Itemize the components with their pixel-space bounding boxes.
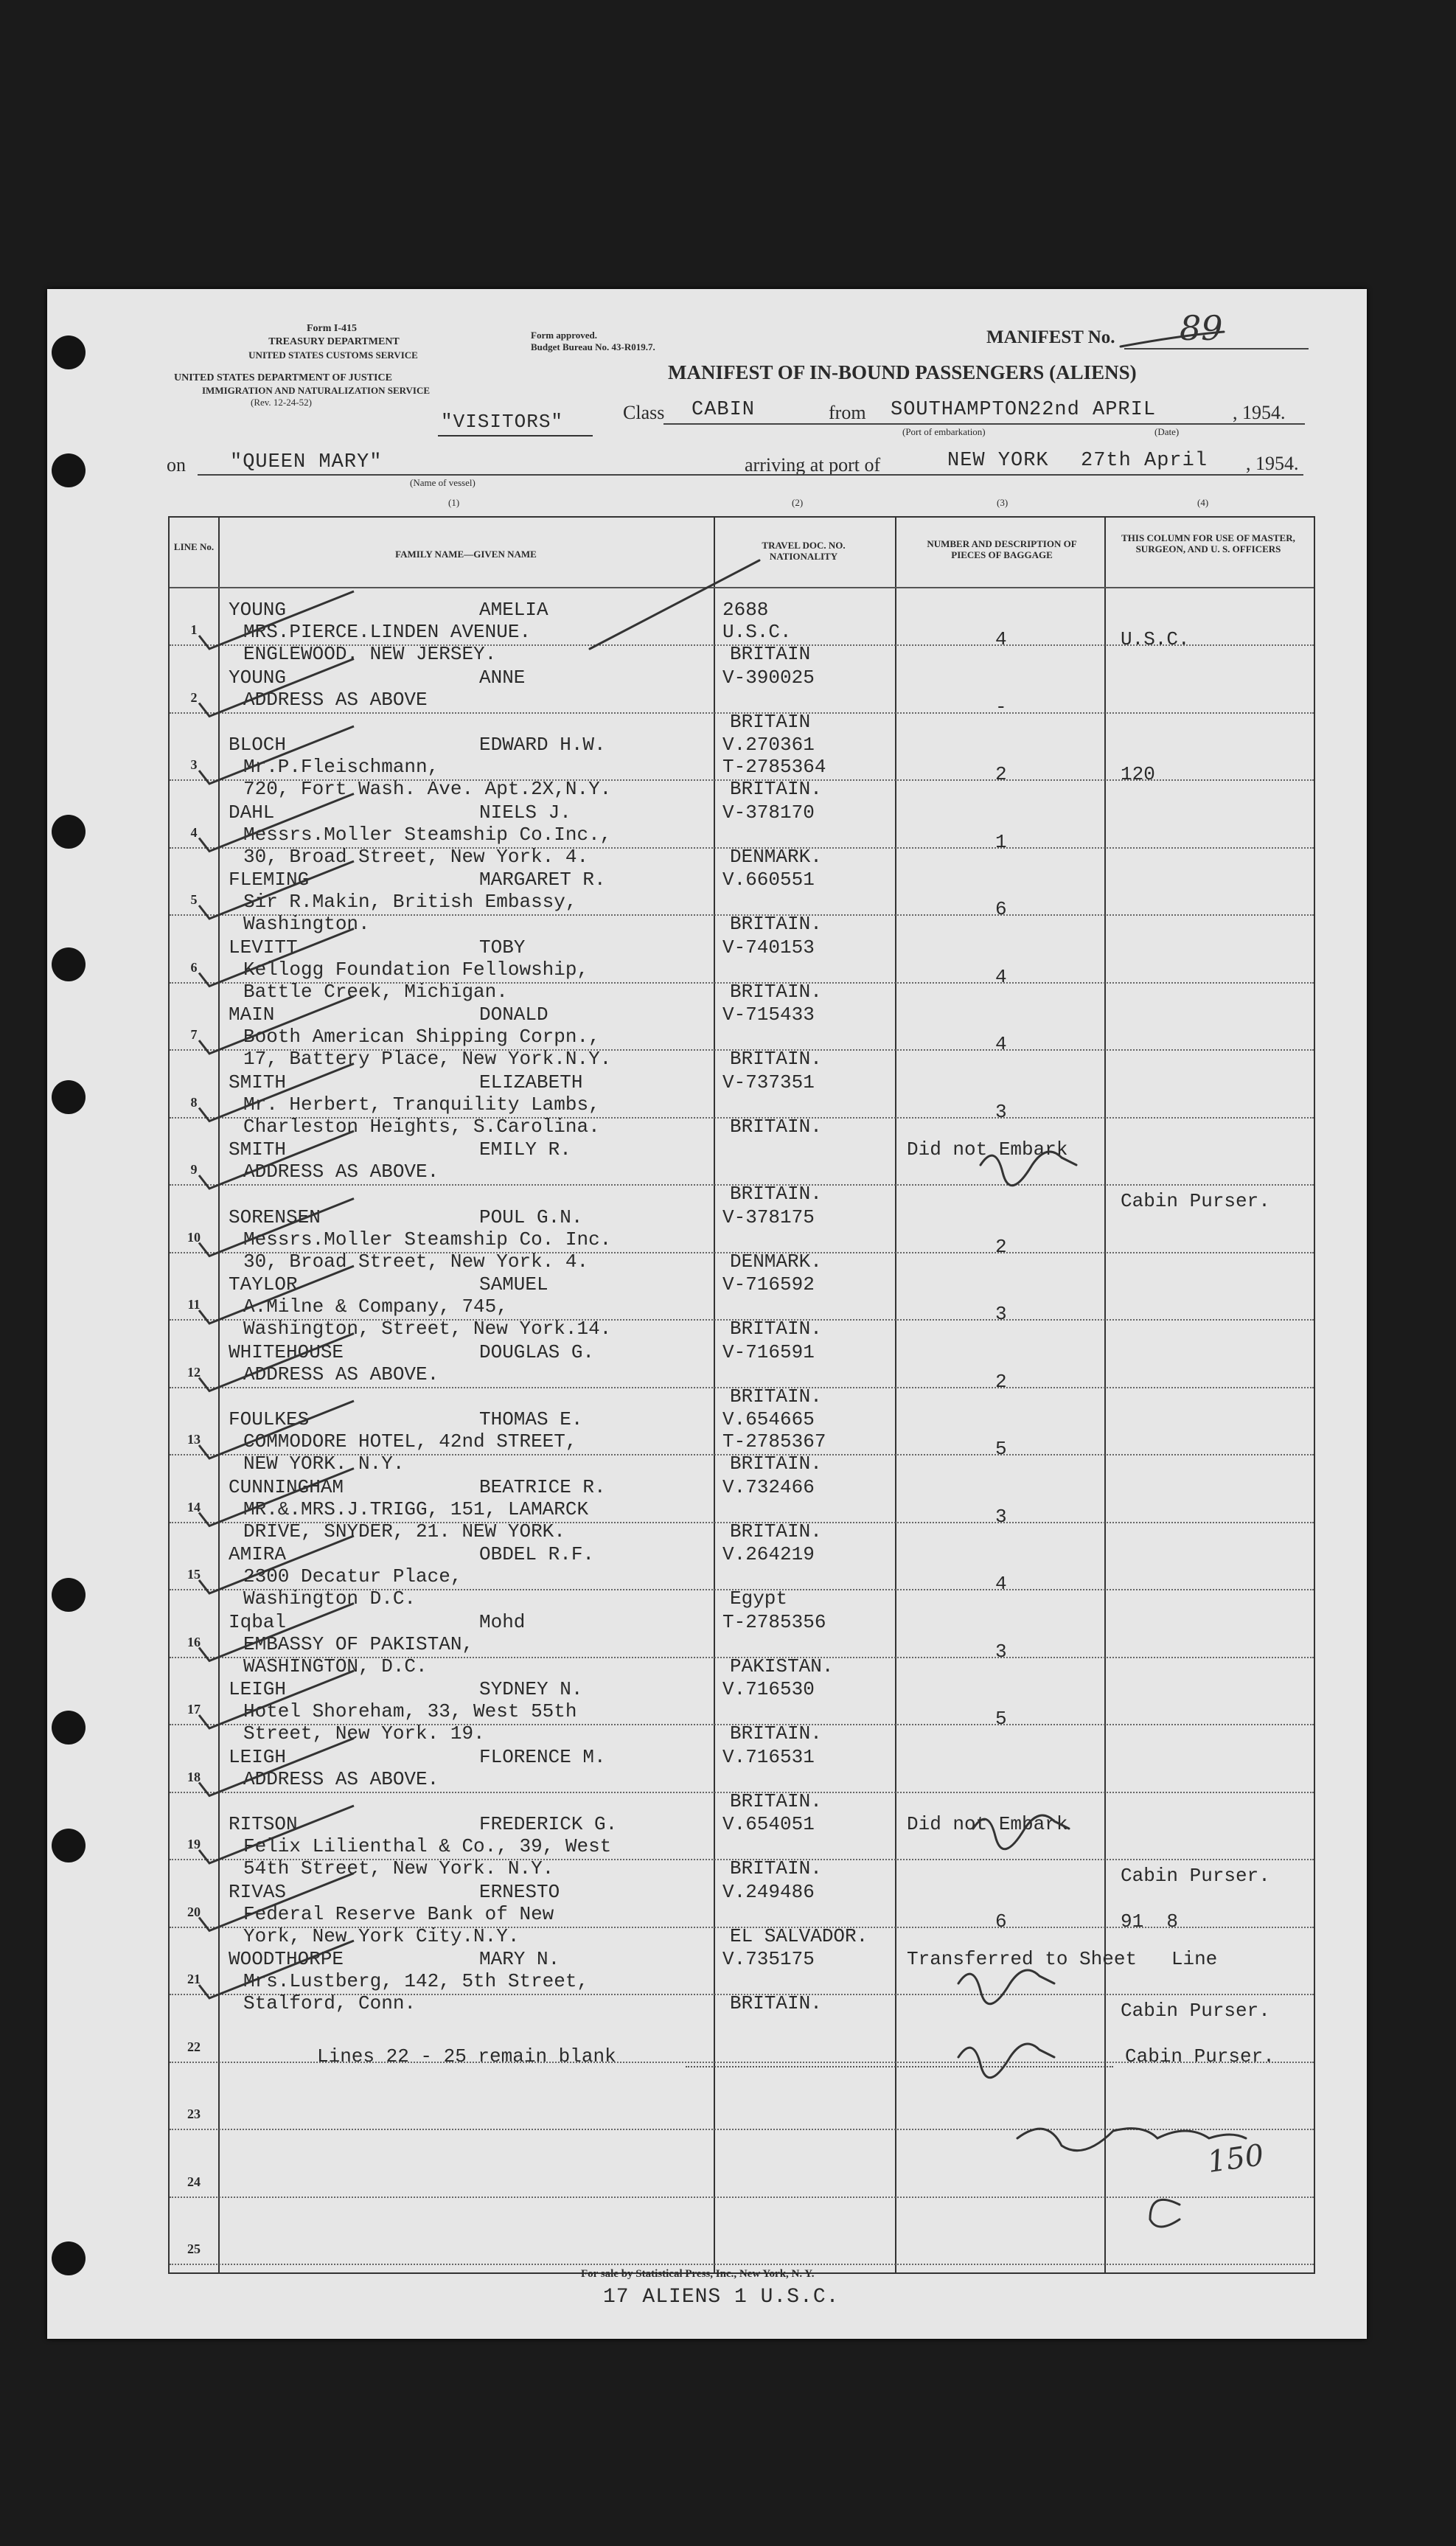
justice-label: UNITED STATES DEPARTMENT OF JUSTICE: [174, 372, 392, 383]
address-line: ADDRESS AS ABOVE: [243, 688, 428, 711]
address-line: York, New York City.N.Y.: [243, 1924, 520, 1947]
family-name: LEVITT: [229, 936, 298, 959]
given-name: POUL G.N.: [479, 1206, 583, 1228]
underline-mark: [1121, 332, 1224, 347]
manifest-no-label: MANIFEST No.: [986, 327, 1115, 347]
officer-note: 120: [1121, 763, 1155, 785]
baggage-count: Did not Embark: [907, 1138, 1068, 1161]
baggage-count: 5: [995, 1708, 1007, 1730]
given-name: DONALD: [479, 1004, 548, 1026]
address-line: 30, Broad Street, New York. 4.: [243, 1250, 589, 1273]
travel-doc-number: V-737351: [722, 1071, 815, 1093]
travel-doc-number: V-716592: [722, 1273, 815, 1295]
address-line: Washington D.C.: [243, 1587, 417, 1610]
nationality: PAKISTAN.: [730, 1655, 834, 1677]
nationality: BRITAIN.: [730, 1992, 822, 2014]
manifest-number: 89: [1180, 308, 1223, 348]
address-line: Kellogg Foundation Fellowship,: [243, 958, 589, 981]
arrival-port: NEW YORK: [947, 450, 1049, 472]
port-of-embarkation: SOUTHAMPTON: [891, 399, 1031, 421]
line-number: 1: [190, 622, 198, 637]
nationality: DENMARK.: [730, 1250, 822, 1273]
year-arrival: , 1954.: [1246, 453, 1299, 474]
address-line: 54th Street, New York. N.Y.: [243, 1857, 554, 1879]
given-name: Mohd: [479, 1610, 526, 1633]
address-line: Washington, Street, New York.14.: [243, 1318, 612, 1340]
travel-doc-number: V.660551: [722, 869, 815, 891]
address-line: 17, Battery Place, New York.N.Y.: [243, 1048, 612, 1070]
signature-icon: [958, 2044, 1054, 2078]
vessel-name: "QUEEN MARY": [230, 451, 383, 473]
address-line: ENGLEWOOD. NEW JERSEY.: [243, 643, 497, 665]
col-number-3: (3): [997, 497, 1009, 508]
date-of-embarkation: 22nd APRIL: [1029, 399, 1157, 421]
baggage-count: 4: [995, 1033, 1007, 1055]
travel-doc-number: V.654665: [722, 1408, 815, 1430]
manifest-title: MANIFEST OF IN-BOUND PASSENGERS (ALIENS): [668, 361, 1137, 383]
given-name: BEATRICE R.: [479, 1475, 606, 1498]
address-line: Mr. Herbert, Tranquility Lambs,: [243, 1093, 600, 1116]
family-name: LEIGH: [229, 1745, 287, 1768]
ins-label: IMMIGRATION AND NATURALIZATION SERVICE: [202, 385, 431, 396]
approved-label: Form approved.: [531, 330, 598, 341]
address-line: Street, New York. 19.: [243, 1722, 485, 1745]
family-name: FLEMING: [229, 869, 310, 891]
given-name: ANNE: [479, 666, 526, 689]
cancel-stroke: [590, 560, 759, 649]
budget-label: Budget Bureau No. 43-R019.7.: [531, 341, 655, 352]
baggage-count: Did not Embark: [907, 1813, 1068, 1835]
travel-doc-number: V-378175: [722, 1206, 815, 1228]
line-number: 16: [187, 1634, 201, 1649]
line-number: 24: [187, 2174, 201, 2189]
signature-icon: [973, 1815, 1069, 1849]
address-line: Washington.: [243, 913, 370, 935]
baggage-count: 1: [995, 830, 1007, 853]
line-number: 9: [190, 1162, 198, 1177]
address-line: A.Milne & Company, 745,: [243, 1295, 508, 1318]
nationality: BRITAIN.: [730, 778, 822, 800]
travel-doc-number: V-390025: [722, 666, 815, 689]
nationality: DENMARK.: [730, 845, 822, 868]
family-name: MAIN: [229, 1004, 275, 1026]
family-name: BLOCH: [229, 734, 287, 756]
visitors-label: "VISITORS": [441, 411, 564, 433]
given-name: SYDNEY N.: [479, 1678, 583, 1700]
given-name: ERNESTO: [479, 1880, 560, 1903]
given-name: SAMUEL: [479, 1273, 548, 1295]
line-number: 17: [187, 1702, 201, 1717]
address-line: ADDRESS AS ABOVE.: [243, 1161, 439, 1183]
address-line: DRIVE, SNYDER, 21. NEW YORK.: [243, 1520, 565, 1542]
blank-lines-purser: Cabin Purser.: [1125, 2045, 1275, 2067]
address-line: 2300 Decatur Place,: [243, 1565, 462, 1587]
travel-doc-number: V.270361: [722, 734, 815, 756]
class-label: Class: [623, 402, 665, 423]
line-number: 2: [190, 689, 198, 705]
family-name: RIVAS: [229, 1880, 287, 1903]
officer-note: Cabin Purser.: [1121, 1190, 1270, 1212]
nationality: BRITAIN.: [730, 1115, 822, 1138]
baggage-count: 3: [995, 1100, 1007, 1123]
given-name: FLORENCE M.: [479, 1745, 606, 1768]
baggage-count: -: [995, 695, 1007, 718]
address-line: Messrs.Moller Steamship Co. Inc.: [243, 1228, 612, 1251]
nationality: BRITAIN: [730, 710, 811, 733]
nationality: BRITAIN.: [730, 1722, 822, 1745]
class-value: CABIN: [692, 399, 756, 421]
family-name: SMITH: [229, 1138, 287, 1161]
line-number: 25: [187, 2241, 201, 2256]
line-number: 23: [187, 2107, 201, 2121]
address-line: Booth American Shipping Corpn.,: [243, 1026, 600, 1048]
travel-doc-number: V.249486: [722, 1880, 815, 1903]
address-line: WASHINGTON, D.C.: [243, 1655, 428, 1677]
pen-mark: [1150, 2199, 1180, 2227]
nationality: EL SALVADOR.: [730, 1924, 868, 1947]
family-name: TAYLOR: [229, 1273, 298, 1295]
family-name: SORENSEN: [229, 1206, 321, 1228]
family-name: Iqbal: [229, 1610, 287, 1633]
vessel-caption: (Name of vessel): [410, 477, 476, 488]
col-number-2: (2): [792, 497, 804, 508]
line-number: 20: [187, 1904, 201, 1919]
address-line: MRS.PIERCE.LINDEN AVENUE.: [243, 621, 532, 643]
signature-icon: [958, 1970, 1054, 2004]
address-line: Felix Lilienthal & Co., 39, West: [243, 1835, 612, 1857]
given-name: OBDEL R.F.: [479, 1543, 595, 1565]
family-name: DAHL: [229, 801, 275, 824]
family-name: FOULKES: [229, 1408, 310, 1430]
travel-doc-number: V.654051: [722, 1813, 815, 1835]
line-number: 6: [190, 959, 198, 975]
nationality: BRITAIN.: [730, 980, 822, 1003]
given-name: NIELS J.: [479, 801, 571, 824]
baggage-count: 4: [995, 1573, 1007, 1595]
col-number-4: (4): [1197, 497, 1209, 508]
line-number: 12: [187, 1364, 201, 1380]
family-name: LEIGH: [229, 1678, 287, 1700]
family-name: YOUNG: [229, 666, 287, 689]
nationality: BRITAIN.: [730, 1453, 822, 1475]
travel-doc-number: V.732466: [722, 1475, 815, 1498]
nationality: BRITAIN.: [730, 913, 822, 935]
nationality: Egypt: [730, 1587, 788, 1610]
travel-doc-number: V-715433: [722, 1004, 815, 1026]
line-number: 18: [187, 1769, 201, 1784]
given-name: DOUGLAS G.: [479, 1340, 595, 1363]
travel-doc-number: V.716530: [722, 1678, 815, 1700]
address-line: Mrs.Lustberg, 142, 5th Street,: [243, 1970, 589, 1992]
baggage-count: 3: [995, 1505, 1007, 1528]
travel-doc-number: V.264219: [722, 1543, 815, 1565]
given-name: EMILY R.: [479, 1138, 571, 1161]
nationality: BRITAIN: [730, 643, 811, 665]
officer-note: Cabin Purser.: [1121, 1865, 1270, 1887]
col-number-1: (1): [448, 497, 460, 508]
address-line: Sir R.Makin, British Embassy,: [243, 891, 577, 913]
baggage-count: 4: [995, 628, 1007, 650]
header-name: FAMILY NAME—GIVEN NAME: [395, 549, 537, 560]
revision-label: (Rev. 12-24-52): [251, 397, 312, 408]
baggage-count: 2: [995, 1370, 1007, 1393]
margin-number: 150: [1205, 2138, 1267, 2180]
address-line: COMMODORE HOTEL, 42nd STREET,: [243, 1430, 577, 1453]
family-name: WOODTHORPE: [229, 1948, 344, 1970]
line-number: 19: [187, 1837, 201, 1851]
baggage-count: 5: [995, 1438, 1007, 1460]
address-line: Hotel Shoreham, 33, West 55th: [243, 1700, 577, 1722]
on-label: on: [167, 454, 186, 476]
baggage-count: 6: [995, 898, 1007, 920]
form-number: Form I-415: [306, 323, 358, 334]
nationality: BRITAIN.: [730, 1318, 822, 1340]
line-number: 11: [187, 1297, 201, 1312]
travel-doc-number: T-2785364: [722, 756, 826, 778]
officer-note: Cabin Purser.: [1121, 2000, 1270, 2022]
baggage-count: 2: [995, 763, 1007, 785]
address-line: MR.&.MRS.J.TRIGG, 151, LAMARCK: [243, 1498, 589, 1520]
travel-doc-number: V-716591: [722, 1340, 815, 1363]
address-line: Federal Reserve Bank of New: [243, 1902, 554, 1925]
travel-doc-number: V.716531: [722, 1745, 815, 1768]
sale-note: For sale by Statistical Press, Inc., New York, N. Y.: [581, 2268, 815, 2280]
nationality: BRITAIN.: [730, 1048, 822, 1070]
baggage-count: 3: [995, 1640, 1007, 1663]
given-name: MARGARET R.: [479, 869, 606, 891]
blank-lines-note: Lines 22 - 25 remain blank: [317, 2045, 616, 2067]
given-name: ELIZABETH: [479, 1071, 583, 1093]
address-line: Messrs.Moller Steamship Co.Inc.,: [243, 823, 612, 846]
given-name: MARY N.: [479, 1948, 560, 1970]
nationality: BRITAIN.: [730, 1385, 822, 1408]
line-number: 10: [187, 1229, 201, 1245]
family-name: SMITH: [229, 1071, 287, 1093]
line-number: 21: [187, 1972, 201, 1986]
given-name: THOMAS E.: [479, 1408, 583, 1430]
baggage-count: 3: [995, 1303, 1007, 1325]
arrival-date: 27th April: [1081, 450, 1208, 472]
given-name: FREDERICK G.: [479, 1813, 618, 1835]
travel-doc-number: V-740153: [722, 936, 815, 959]
line-number: 22: [187, 2039, 201, 2054]
nationality: BRITAIN.: [730, 1183, 822, 1205]
header-officers: THIS COLUMN FOR USE OF MASTER, SURGEON, AND U. S. OFFICERS: [1121, 532, 1295, 554]
line-number: 14: [187, 1499, 201, 1514]
address-line: 30, Broad Street, New York. 4.: [243, 845, 589, 868]
address-line: ADDRESS AS ABOVE.: [243, 1767, 439, 1790]
travel-doc-number: U.S.C.: [722, 621, 792, 643]
travel-doc-number: T-2785356: [722, 1610, 826, 1633]
header-line-no: LINE No.: [173, 541, 215, 552]
nationality: BRITAIN.: [730, 1857, 822, 1879]
given-name: EDWARD H.W.: [479, 734, 606, 756]
baggage-count: Transferred to Sheet Line: [907, 1948, 1218, 1970]
port-caption: (Port of embarkation): [902, 426, 986, 437]
totals-line: 17 ALIENS 1 U.S.C.: [603, 2286, 840, 2309]
baggage-count: 2: [995, 1235, 1007, 1258]
address-line: EMBASSY OF PAKISTAN,: [243, 1632, 474, 1655]
family-name: AMIRA: [229, 1543, 287, 1565]
line-number: 4: [190, 824, 198, 840]
address-line: Battle Creek, Michigan.: [243, 980, 508, 1003]
family-name: CUNNINGHAM: [229, 1475, 344, 1498]
header-travel-doc: TRAVEL DOC. NO. NATIONALITY: [762, 540, 846, 562]
from-label: from: [829, 402, 866, 423]
officer-note: 91 8: [1121, 1910, 1179, 1933]
officer-note: U.S.C.: [1121, 628, 1190, 650]
date-caption: (Date): [1154, 426, 1180, 437]
family-name: WHITEHOUSE: [229, 1340, 344, 1363]
line-number: 8: [190, 1094, 198, 1110]
line-number: 15: [187, 1567, 201, 1582]
family-name: RITSON: [229, 1813, 298, 1835]
arriving-label: arriving at port of: [745, 454, 881, 476]
line-number: 7: [190, 1027, 198, 1042]
address-line: Charleston Heights, S.Carolina.: [243, 1115, 600, 1138]
line-number: 13: [187, 1432, 201, 1447]
line-number: 5: [190, 892, 198, 907]
travel-doc-number: V.735175: [722, 1948, 815, 1970]
treasury-label: TREASURY DEPARTMENT: [268, 336, 400, 347]
address-line: Mr.P.Fleischmann,: [243, 756, 439, 778]
travel-doc-number: T-2785367: [722, 1430, 826, 1453]
customs-label: UNITED STATES CUSTOMS SERVICE: [248, 349, 418, 361]
line-number: 3: [190, 757, 198, 772]
nationality: BRITAIN.: [730, 1789, 822, 1812]
year-embark: , 1954.: [1233, 402, 1286, 423]
address-line: NEW YORK. N.Y.: [243, 1453, 405, 1475]
address-line: 720, Fort Wash. Ave. Apt.2X,N.Y.: [243, 778, 612, 800]
signature-icon: [980, 1152, 1076, 1186]
address-line: ADDRESS AS ABOVE.: [243, 1363, 439, 1385]
family-name: YOUNG: [229, 599, 287, 621]
baggage-count: 4: [995, 965, 1007, 988]
address-line: Stalford, Conn.: [243, 1992, 417, 2014]
header-baggage: NUMBER AND DESCRIPTION OF PIECES OF BAGGAGE: [927, 538, 1077, 560]
given-name: TOBY: [479, 936, 526, 959]
given-name: AMELIA: [479, 599, 548, 621]
travel-doc-number: V-378170: [722, 801, 815, 824]
travel-doc-number: 2688: [722, 599, 769, 621]
baggage-count: 6: [995, 1910, 1007, 1933]
nationality: BRITAIN.: [730, 1520, 822, 1542]
